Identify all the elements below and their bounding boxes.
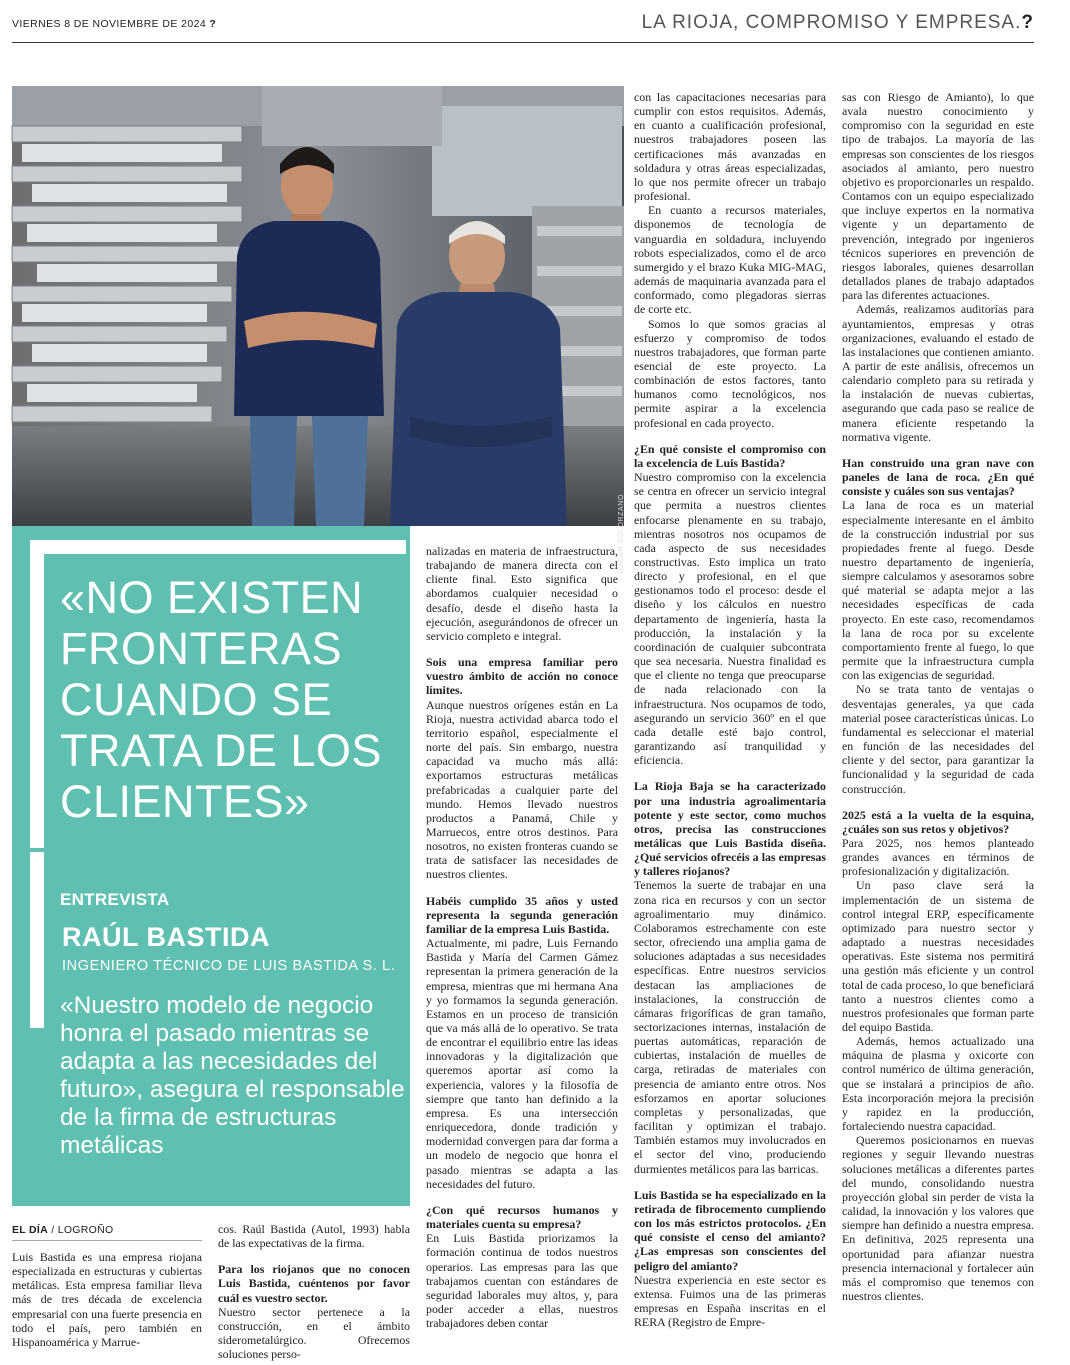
- feature-block: [12, 526, 410, 1206]
- question-paragraph: La Rioja Baja se ha caracterizado por una industria agroalimentaria potente y este sector, como muchos otros, precisa las construcciones metálicas que Luis Bastida diseña. ¿Qué servicios ofrecéis a las empresas y talleres riojanos?: [634, 779, 826, 879]
- section-title: [642, 12, 1034, 34]
- question-paragraph: Luis Bastida se ha especializado en la retirada de fibrocemento cumpliendo con los más estrictos protocolos. ¿En qué consiste el censo del amianto? ¿Las empresas son conscientes del peligro del amianto?: [634, 1187, 826, 1273]
- interviewee-role: INGENIERO TÉCNICO DE LUIS BASTIDA S. L.: [62, 958, 396, 974]
- body-paragraph: con las capacitaciones necesarias para cumplir con estos requisitos. Además, en cuanto a cualificación profesional, nuestros trabajadores poseen las certificaciones más avanzadas en soldadura y otras áreas especializadas, lo que nos permite ofrecer un trabajo profesional.: [634, 90, 826, 204]
- body-paragraph: Para 2025, nos hemos planteado grandes avances en términos de profesionalización y digitalización.: [842, 835, 1034, 879]
- header-rule: [12, 42, 1034, 43]
- body-paragraph: La lana de roca es un material especialmente interesante en el ámbito de la construcción industrial por sus propiedades frente al fuego. Desde nuestro departamento de ingeniería, siempre calculamos y asesoramos sobre qué material se adapta mejor a las necesidades específicas de cada proyecto. En este caso, recomendamos la lana de roca por su excelente comportamiento frente al fuego, lo que permite que la infraestructura cumpla con las exigencias de seguridad.: [842, 498, 1034, 683]
- body-paragraph: Tenemos la suerte de trabajar en una zona rica en recursos y con un sector agroalimentario muy dinámico. Colaboramos estrechamente con este sector, ofreciendo una amplia gama de soluciones adaptadas a sus necesidades específicas. Entre nuestros servicios destacan las ampliaciones de instalaciones, la construcción de cámaras frigoríficas de gran tamaño, sectorizaciones internas, instalación de puertas automáticas, reparación de cubiertas, instalación de muelles de carga, retiradas de materiales con presencia de amianto entre otros. Nos esforzamos en aportar soluciones completas y personalizadas, que facilitan y optimizan el trabajo. También estamos muy involucrados en el sector del vino, produciendo durmientes metálicos para las barricas.: [634, 878, 826, 1176]
- deck-quote: «Nuestro modelo de negocio honra el pasado mientras se adapta a las necesidades del futuro», asegura el responsable de la firma de estructuras metálicas: [60, 992, 405, 1159]
- body-paragraph: En cuanto a recursos materiales, disponemos de tecnología de vanguardia en soldadura, incluyendo robots especializados, como el de arco sumergido y el brazo Kuka MIG-MAG, además de maquinaria avanzada para el conformado, como plegadoras sierras de corte etc.: [634, 203, 826, 317]
- kicker-label: ENTREVISTA: [60, 890, 170, 909]
- question-paragraph: ¿En qué consiste el compromiso con la excelencia de Luis Bastida?: [634, 441, 826, 470]
- byline-outlet: EL DÍA: [12, 1224, 49, 1236]
- body-paragraph: nalizadas en materia de infraestructura, trabajando de manera directa con el cliente final. Esto significa que abordamos cualquier necesidad o desafío, desde el diseño hasta la ejecución, asegurándonos de ofrecer un servicio completo e integral.: [426, 544, 618, 643]
- body-paragraph: Nuestro sector pertenece a la construcción, en el ámbito siderometalúrgico. Ofrecemos soluciones perso-: [218, 1304, 410, 1362]
- section-title-text: LA RIOJA, COMPROMISO Y EMPRESA.: [641, 12, 1022, 33]
- question-paragraph: Sois una empresa familiar pero vuestro ámbito de acción no conoce límites.: [426, 655, 618, 698]
- body-paragraph: Queremos posicionarnos en nuevas regiones y seguir llevando nuestras soluciones metálicas a diferentes partes del mundo, consolidando nuestra proyección global sin perder de vista la calidad, la innovación y los valores que siempre han definido a nuestra empresa. En definitiva, 2025 representa una oportunidad para afianzar nuestra presencia internacional y fortalecer aún más el compromiso que tenemos con nuestros clientes.: [842, 1133, 1034, 1303]
- body-paragraph: Aunque nuestros orígenes están en La Rioja, nuestra actividad abarca todo el territorio español, especialmente el norte del país. Sin embargo, nuestra capacidad va mucho más allá: exportamos estructuras metálicas prefabricadas a cualquier parte del mundo. Hemos llevado nuestros productos a Panamá, Chile y Marruecos, entre otros destinos. Para nosotros, no existen fronteras cuando se trata de satisfacer las necesidades de nuestros clientes.: [426, 697, 618, 882]
- body-paragraph: Luis Bastida es una empresa riojana especializada en estructuras y cubiertas metálicas. Esta empresa familiar lleva más de tres década de excelencia empresarial con una fuerte presencia en todo el país, pero también en Hispanoamérica y Marrue-: [12, 1250, 202, 1349]
- body-paragraph: No se trata tanto de ventajas o desventajas generales, ya que cada material posee características únicas. Lo fundamental es seleccionar el material en función de las necesidades del cliente y del sector, para garantizar la funcionalidad y la seguridad de cada construcción.: [842, 682, 1034, 796]
- body-paragraph: Además, realizamos auditorías para ayuntamientos, empresas y otras organizaciones, evaluando el estado de las instalaciones que contienen amianto. A partir de este análisis, ofrecemos un calendario completo para su retirada y la instalación de nuevas cubiertas, asegurando que cada paso se realice de manera eficiente respetando la normativa vigente.: [842, 302, 1034, 444]
- text-column-3: [426, 544, 618, 1354]
- body-paragraph: En Luis Bastida priorizamos la formación continua de todos nuestros operarios. Las empresas para las que trabajamos cuentan con estándares de seguridad laborales muy altos, y, para poder acceder a ellas, nuestros trabajadores deben contar: [426, 1231, 618, 1331]
- body-paragraph: Además, hemos actualizado una máquina de plasma y oxicorte con control numérico de última generación, que se instalará a principios de año. Esta incorporación mejora la precisión y rapidez en la producción, fortaleciendo nuestra capacidad.: [842, 1034, 1034, 1134]
- body-paragraph: sas con Riesgo de Amianto), lo que avala nuestro conocimiento y compromiso con la seguridad en este tipo de trabajos. La mayoría de las empresas son conscientes de los riesgos asociados al amianto, pero nuestro objetivo es proporcionarles un respaldo. Contamos con un equipo especializado que incluye expertos en la normativa vigente y un departamento de prevención, integrado por ingenieros técnicos superiores en prevención de riesgos laborales, quienes desarrollan detallados planes de trabajo adaptados para las diferentes actuaciones.: [842, 90, 1034, 303]
- photo-credit: ÓSCAR SOLORZANO: [618, 494, 625, 574]
- body-paragraph: Nuestro compromiso con la excelencia se centra en ofrecer un servicio integral que permita a nuestros clientes enfocarse plenamente en su trabajo, mientras nosotros nos ocupamos de cada aspecto de sus necesidades constructivas. Esto implica un trato directo y profesional, en el que gestionamos todo el proceso: desde el diseño y los cálculos en nuestro departamento de ingeniería, hasta la producción, la instalación y la coordinación de cualquier subcontrata que sea necesaria. Nuestra finalidad es que el cliente no tenga que preocuparse de nada relacionado con la infraestructura. Nos ocupamos de todo, asegurando un servicio 360º en el que cada detalle esté bajo control, garantizando así tranquilidad y eficiencia.: [634, 470, 826, 768]
- text-column-5: [842, 90, 1034, 1355]
- body-paragraph: Nuestra experiencia en este sector es extensa. Fuimos una de las primeras empresas en España inscritas en el RERA (Registro de Empre-: [634, 1272, 826, 1330]
- question-paragraph: ¿Con qué recursos humanos y materiales cuenta su empresa?: [426, 1202, 618, 1232]
- question-paragraph: 2025 está a la vuelta de la esquina, ¿cuáles son sus retos y objetivos?: [842, 807, 1034, 836]
- byline: EL DÍA / LOGROÑO: [12, 1224, 114, 1236]
- photo-illustration: [12, 86, 624, 526]
- question-paragraph: Han construido una gran nave con paneles de lana de roca. ¿En qué consiste y cuáles son sus ventajas?: [842, 455, 1034, 499]
- section-logo-mark: ?: [1021, 12, 1034, 33]
- issue-date: [12, 18, 216, 30]
- interviewee-name: RAÚL BASTIDA: [62, 922, 270, 952]
- interview-photo: [12, 86, 625, 574]
- body-paragraph: Somos lo que somos gracias al esfuerzo y compromiso de todos nuestros trabajadores, que forman parte esencial de este proyecto. La combinación de estos factores, tanto humanos como tecnológicos, nos permite aspirar a la excelencia profesional en cada proyecto.: [634, 316, 826, 430]
- question-paragraph: Habéis cumplido 35 años y usted representa la segunda generación familiar de la empresa Luis Bastida.: [426, 893, 618, 936]
- issue-date-text: VIERNES 8 DE NOVIEMBRE DE 2024: [12, 18, 207, 30]
- deck-frame: [30, 852, 44, 1028]
- text-column-1: [12, 1250, 202, 1360]
- body-paragraph: Un paso clave será la implementación de un sistema de control integral ERP, específicamente optimizado para nuestro sector y adaptado a nuestras necesidades operativas. Este sistema nos permitirá una gestión más eficiente y un control total de cada proceso, lo que beneficiará tanto a nuestros clientes como a nuestros profesionales que forman parte del equipo Bastida.: [842, 878, 1034, 1034]
- headline: «NO EXISTEN FRONTERAS CUANDO SE TRATA DE LOS CLIENTES»: [60, 572, 382, 827]
- text-column-2: [218, 1222, 410, 1360]
- question-paragraph: Para los riojanos que no conocen Luis Bastida, cuéntenos por favor cuál es vuestro sector.: [218, 1262, 410, 1305]
- byline-place: LOGROÑO: [57, 1224, 114, 1236]
- body-paragraph: Actualmente, mi padre, Luis Fernando Bastida y María del Carmen Gámez representan la primera generación de la empresa, mientras que mi hermana Ana y yo formamos la segunda generación. Estamos en un proceso de transición que va más allá de lo operativo. Se trata de encontrar el equilibrio entre las ideas innovadoras y la digitalización que queremos aportar así como la experiencia, valores y la filosofía de siempre que tanto han definido a la empresa. Es una intersección enriquecedora, donde tradición y modernidad convergen para dar forma a un modelo de negocio que honra el pasado mientras se adapta a las necesidades del futuro.: [426, 936, 618, 1191]
- header-logo-mark: ?: [209, 18, 217, 30]
- body-paragraph: cos. Raúl Bastida (Autol, 1993) habla de las expectativas de la firma.: [218, 1222, 410, 1251]
- byline-rule: [12, 1240, 202, 1241]
- text-column-4: [634, 90, 826, 1355]
